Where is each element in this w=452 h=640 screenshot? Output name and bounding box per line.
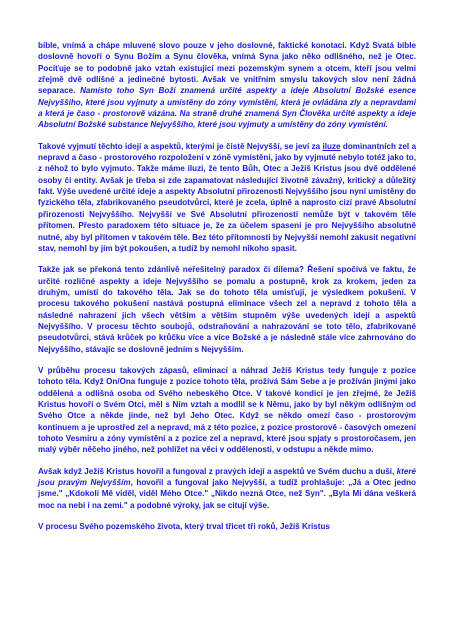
text-run: dominantních zel a nepravd a časo - prostorového rozpoložení v zóně vymístění, jako by vyjmuté nebylo totéž jako to, z něhož to bylo vyjmuto. Takže máme iluzi, že tento Bůh, Otec a Ježíš Kristus jsou dvě oddělené osoby či entity. Avšak je třeba si zde zapamatovat následující životně závažný, kritický a důležitý fakt. Výše uvedené určité ideje a aspekty Absolutní přirozenosti Nejvyššího jsou nyní umístěny do fyzického těla, zfabrikovaného pseudotvůrci, které je zcela, úplně a naprosto cizí pravé Absolutní přirozenosti Nejvyššího. Nejvyšší ve Své Absolutní přirozenosti nemůže být v takovém těle přítomen. Přesto paradoxem této situace je, že za účelem spasení je pro Nejvyššího absolutně nutné, aby byl přítomen v takovém těle. Bez této přítomnosti by Nejvyšší nemohl zakusit negativní stav, nemohl by jím být pokoušen, a tudíž by nemohl nikoho spasit. bbox=[38, 141, 416, 253]
paragraph bbox=[38, 264, 416, 355]
italic-text: Namísto toho Syn Boží znamená určité aspekty a ideje Absolutní Božské esence Nejvyššího, které jsou vyjmuty a umístěny do zóny vymístění, která je ovládána zly a nepravdami a která je časo - prostorově vázána. Na straně druhé znamená Syn Člověka určité aspekty a ideje Absolutní Božské substance Nejvyššího, které jsou vyjmuty a umístěny do zóny vymístění. bbox=[38, 86, 416, 130]
paragraph bbox=[38, 521, 416, 532]
italic-text: které jsou pravým Nejvyšším bbox=[38, 466, 416, 488]
text-run: , hovořil a fungoval jako Nejvyšší, a tudíž prohlašuje: „Já a Otec jedno jsme." „Kdokoli Mě viděl, viděl Mého Otce." „Nikdo nezná Otce, než Syn". „Byla Mi dána veškerá moc na nebi i na zemi." a podobné výroky, jak se citují výše. bbox=[38, 478, 416, 510]
text-run: bible, vnímá a chápe mluvené slovo pouze v jeho doslovné, faktické konotaci. Když Svatá bible doslovně hovoří o Synu Božím a Synu člověka, vnímá Syna jako něko odlišného, než je Otec. Pociťuje se to podobně jako vztah existující mezi pozemským synem a otcem, kteří jsou velmi zřejmě dvě odlišné a jedinečné bytosti. Avšak ve vnitřním smyslu takových slov není žádná separace. bbox=[38, 41, 416, 96]
text-run: Avšak když Ježíš Kristus hovořil a fungoval z pravých idejí a aspektů ve Svém duchu a duši, bbox=[38, 466, 397, 476]
text-run: Takové vyjmutí těchto idejí a aspektů, kterými je čistě Nejvyšší, se jeví za bbox=[38, 141, 323, 151]
text-run: Takže jak se překoná tento zdánlivě neřešitelný paradox či dilema? Řešení spočívá ve faktu, že určité rozličné aspekty a ideje Nejvyššího se pomalu a postupně, krok za krokem, jeden za druhým, umístí do takového těla. Jak se do tohoto těla umisťují, je výsledkem pokušení. V procesu takového pokušení nastává postupná eliminace všech zel a nepravd z tohoto těla a následné nahrazení jich všech větším a větším stupněm výše uvedených idejí a aspektů Nejvyššího. V procesu těchto soubojů, odstraňování a nahrazování se toto tělo, zfabrikované pseudotvůrci, stává krůček po krůčku více a více Božské a je následně stále více zahrnováno do Nejvyššího, stávajíc se doslovně jedním s Nejvyšším. bbox=[38, 265, 416, 354]
document-page bbox=[38, 40, 416, 532]
paragraph bbox=[38, 466, 416, 511]
text-run: V procesu Svého pozemského života, který trval třicet tři roků, Ježíš Kristus bbox=[38, 522, 330, 532]
paragraph bbox=[38, 365, 416, 456]
underlined-text: iluze bbox=[322, 141, 341, 151]
paragraph bbox=[38, 40, 416, 131]
text-run: V průběhu procesu takových zápasů, eliminací a náhrad Ježíš Kristus tedy funguje z pozice tohoto těla. Když On/Ona funguje z pozice tohoto těla, prožívá Sám Sebe a je prožíván jinými jako oddělená a odlišná osoba od Svého nebeského Otce. V takové kondici je jen zřejmé, že Ježíš Kristus hovoří o Svém Otci, měl s Ním vztah a modlil se k Němu, jako by byl někým odlišným od Svého Otce a někde jinde, než byl Jeho Otec. Když se někdo omezí časo - prostorovým kontinuem a je uprostřed zel a nepravd, má z této pozice, z pozice prostorově - časových omezení tohoto Vesmíru a zóny vymístění a z pozice zel a nepravd, které jsou spjaty s prostoročasem, jen malý výběr něčeho jiného, než pohlížet na věci v oddělenosti, v odstupu a někde mimo. bbox=[38, 365, 416, 455]
paragraph bbox=[38, 141, 416, 254]
